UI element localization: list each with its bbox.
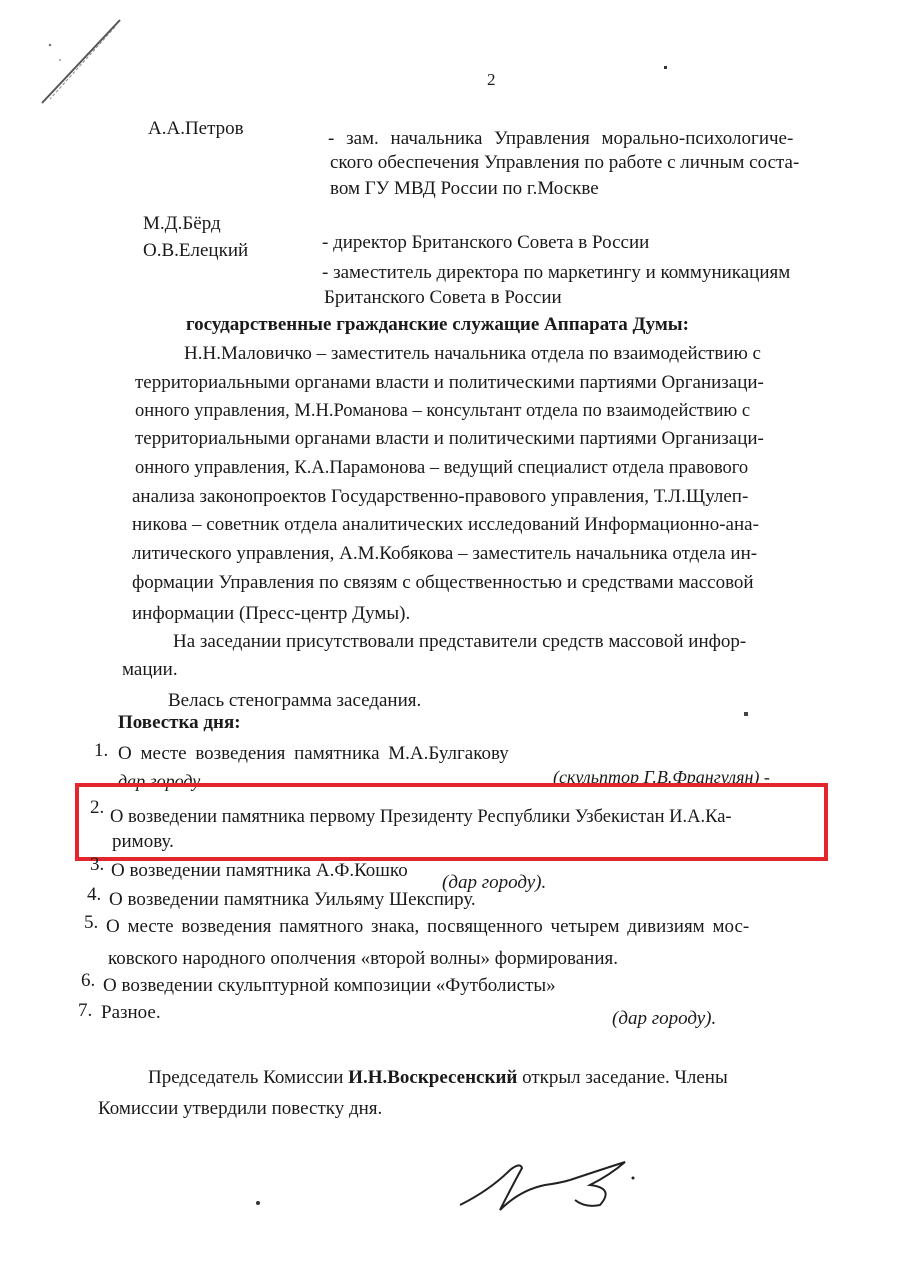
agenda-item-note: (скульптор Г.В.Франгулян) - bbox=[553, 767, 770, 787]
attendee-name: А.А.Петров bbox=[148, 118, 244, 139]
agenda-item-line: ковского народного ополчения «второй волны» формирования. bbox=[108, 948, 618, 969]
attendee-role-line: - директор Британского Совета в России bbox=[322, 232, 650, 253]
paragraph-line: никова – советник отдела аналитических исследований Информационно-ана- bbox=[132, 514, 759, 535]
closing-line: Комиссии утвердили повестку дня. bbox=[98, 1098, 383, 1119]
agenda-number: 1. bbox=[94, 740, 109, 761]
scan-dot bbox=[256, 1201, 260, 1205]
agenda-item-line: О возведении памятника Уильяму Шекспиру. bbox=[109, 889, 476, 910]
attendee-role-line: - зам. начальника Управления морально-психологиче- bbox=[328, 128, 794, 149]
paragraph-line: формации Управления по связям с общественностью и средствами массовой bbox=[132, 572, 754, 593]
scan-dot bbox=[664, 66, 667, 69]
paragraph-line: Велась стенограмма заседания. bbox=[168, 690, 422, 711]
agenda-item-line: О месте возведения памятника М.А.Булгакову bbox=[118, 743, 509, 764]
paragraph-line: территориальными органами власти и политическими партиями Организаци- bbox=[135, 372, 764, 393]
paragraph-line: информации (Пресс-центр Думы). bbox=[132, 603, 411, 624]
attendee-role-line: ского обеспечения Управления по работе с личным соста- bbox=[330, 152, 800, 173]
paragraph-line: анализа законопроектов Государственно-правового управления, Т.Л.Щулеп- bbox=[132, 486, 749, 507]
attendee-role-line: - заместитель директора по маркетингу и коммуникациям bbox=[322, 262, 791, 283]
agenda-number: 4. bbox=[87, 884, 102, 905]
agenda-item-note: (дар городу). bbox=[442, 872, 547, 893]
closing-line bbox=[148, 1067, 728, 1089]
agenda-item-line: О месте возведения памятного знака, посвященного четырем дивизиям мос- bbox=[106, 916, 750, 937]
signature bbox=[450, 1150, 650, 1220]
agenda-item-line: Разное. bbox=[101, 1002, 161, 1023]
chair-name: И.Н.Воскресенский bbox=[348, 1067, 518, 1088]
paragraph-line: мации. bbox=[122, 659, 178, 680]
page-number: 2 bbox=[487, 70, 496, 89]
attendee-name: М.Д.Бёрд bbox=[143, 213, 221, 234]
agenda-item-line: О возведении памятника первому Президенту Республики Узбекистан И.А.Ка- bbox=[110, 807, 732, 827]
agenda-number: 6. bbox=[81, 970, 96, 991]
paragraph-line: На заседании присутствовали представители средств массовой инфор- bbox=[173, 631, 747, 652]
highlight-box bbox=[75, 783, 828, 861]
paragraph-line: онного управления, К.А.Парамонова – ведущий специалист отдела правового bbox=[135, 458, 749, 478]
agenda-number: 2. bbox=[90, 797, 105, 818]
paragraph-line: территориальными органами власти и политическими партиями Организаци- bbox=[135, 428, 764, 449]
closing-prefix: Председатель Комиссии bbox=[148, 1067, 349, 1088]
section-heading: государственные гражданские служащие Аппарата Думы: bbox=[186, 314, 689, 335]
agenda-item-line: римову. bbox=[112, 831, 174, 852]
attendee-name: О.В.Елецкий bbox=[143, 240, 249, 261]
scan-artifact bbox=[30, 15, 140, 115]
agenda-item-line: О возведении скульптурной композиции «Футболисты» bbox=[103, 975, 556, 996]
agenda-number: 5. bbox=[84, 912, 99, 933]
agenda-heading: Повестка дня: bbox=[118, 712, 241, 733]
paragraph-line: Н.Н.Маловичко – заместитель начальника отдела по взаимодействию с bbox=[184, 343, 761, 364]
agenda-number: 3. bbox=[90, 854, 105, 875]
paragraph-line: литического управления, А.М.Кобякова – заместитель начальника отдела ин- bbox=[132, 543, 758, 564]
closing-suffix: открыл заседание. Члены bbox=[517, 1067, 728, 1088]
agenda-item-note: дар городу bbox=[118, 771, 201, 791]
agenda-item-note: (дар городу). bbox=[612, 1008, 717, 1029]
attendee-role-line: вом ГУ МВД России по г.Москве bbox=[330, 178, 599, 199]
paragraph-line: онного управления, М.Н.Романова – консультант отдела по взаимодействию с bbox=[135, 401, 751, 421]
scan-dot bbox=[744, 712, 748, 716]
attendee-role-line: Британского Совета в России bbox=[324, 287, 562, 308]
agenda-item-line: О возведении памятника А.Ф.Кошко bbox=[111, 860, 408, 881]
agenda-number: 7. bbox=[78, 1000, 93, 1021]
